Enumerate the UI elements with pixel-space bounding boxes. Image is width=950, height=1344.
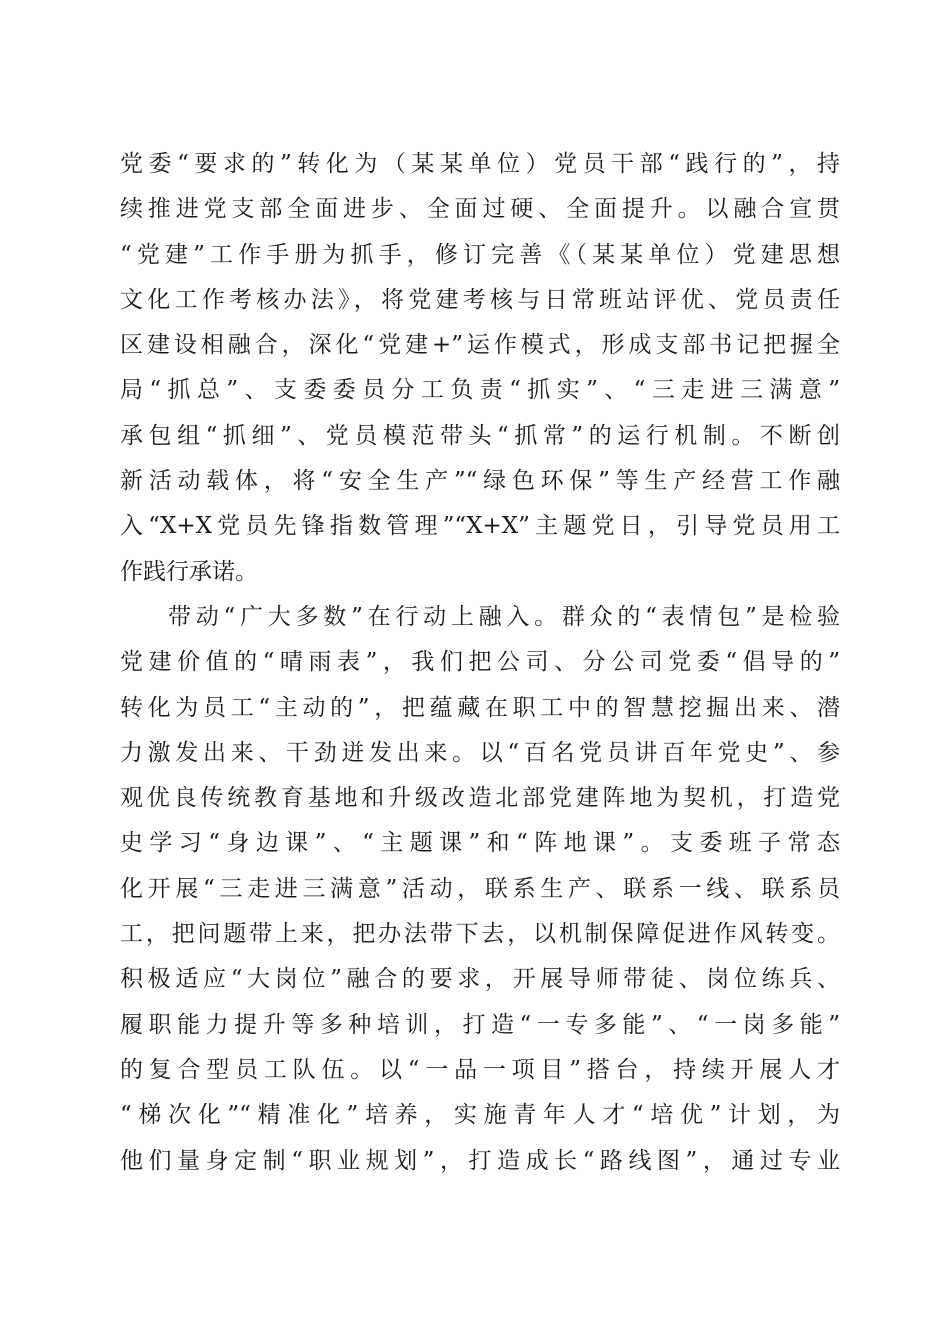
text-line: 他们量身定制“职业规划”，打造成长“路线图”，通过专业 [120, 1147, 840, 1174]
text-line: 带动“广大多数”在行动上融入。群众的“表情包”是检验 [168, 603, 840, 630]
text-line: 化开展“三走进三满意”活动，联系生产、联系一线、联系员 [120, 875, 840, 902]
text-line: 作践行承诺。 [120, 558, 258, 585]
text-line: 承包组“抓细”、党员模范带头“抓常”的运行机制。不断创 [120, 422, 840, 449]
text-line: 党委“要求的”转化为（某某单位）党员干部“践行的”，持 [120, 151, 840, 177]
text-line: 履职能力提升等多种培训，打造“一专多能”、“一岗多能” [120, 1011, 840, 1038]
paragraph [120, 142, 840, 595]
text-line: 史学习“身边课”、“主题课”和“阵地课”。支委班子常态 [120, 830, 840, 857]
text-line: 积极适应“大岗位”融合的要求，开展导师带徒、岗位练兵、 [120, 966, 840, 993]
text-line: 转化为员工“主动的”，把蕴藏在职工中的智慧挖掘出来、潜 [120, 694, 840, 721]
text-line: 区建设相融合，深化“党建+”运作模式，形成支部书记把握全 [120, 332, 840, 359]
text-line: 党建价值的“晴雨表”，我们把公司、分公司党委“倡导的” [120, 649, 840, 676]
text-line: 入“X+X党员先锋指数管理”“X+X”主题党日，引导党员用工 [120, 513, 840, 540]
paragraph [120, 595, 840, 1184]
document-body [120, 142, 840, 1184]
text-line: 力激发出来、干劲迸发出来。以“百名党员讲百年党史”、参 [120, 739, 840, 766]
text-line: 续推进党支部全面进步、全面过硬、全面提升。以融合宣贯 [120, 196, 840, 223]
text-line: 的复合型员工队伍。以“一品一项目”搭台，持续开展人才 [120, 1056, 840, 1083]
text-line: 观优良传统教育基地和升级改造北部党建阵地为契机，打造党 [120, 785, 840, 812]
text-line: 文化工作考核办法》，将党建考核与日常班站评优、党员责任 [120, 286, 840, 313]
text-line: 新活动载体，将“安全生产”“绿色环保”等生产经营工作融 [120, 468, 840, 495]
text-line: 工，把问题带上来，把办法带下去，以机制保障促进作风转变。 [120, 921, 840, 948]
text-line: 局“抓总”、支委委员分工负责“抓实”、“三走进三满意” [120, 377, 840, 404]
text-line: “梯次化”“精准化”培养，实施青年人才“培优”计划，为 [120, 1102, 840, 1129]
text-line: “党建”工作手册为抓手，修订完善《（某某单位）党建思想 [120, 241, 840, 268]
